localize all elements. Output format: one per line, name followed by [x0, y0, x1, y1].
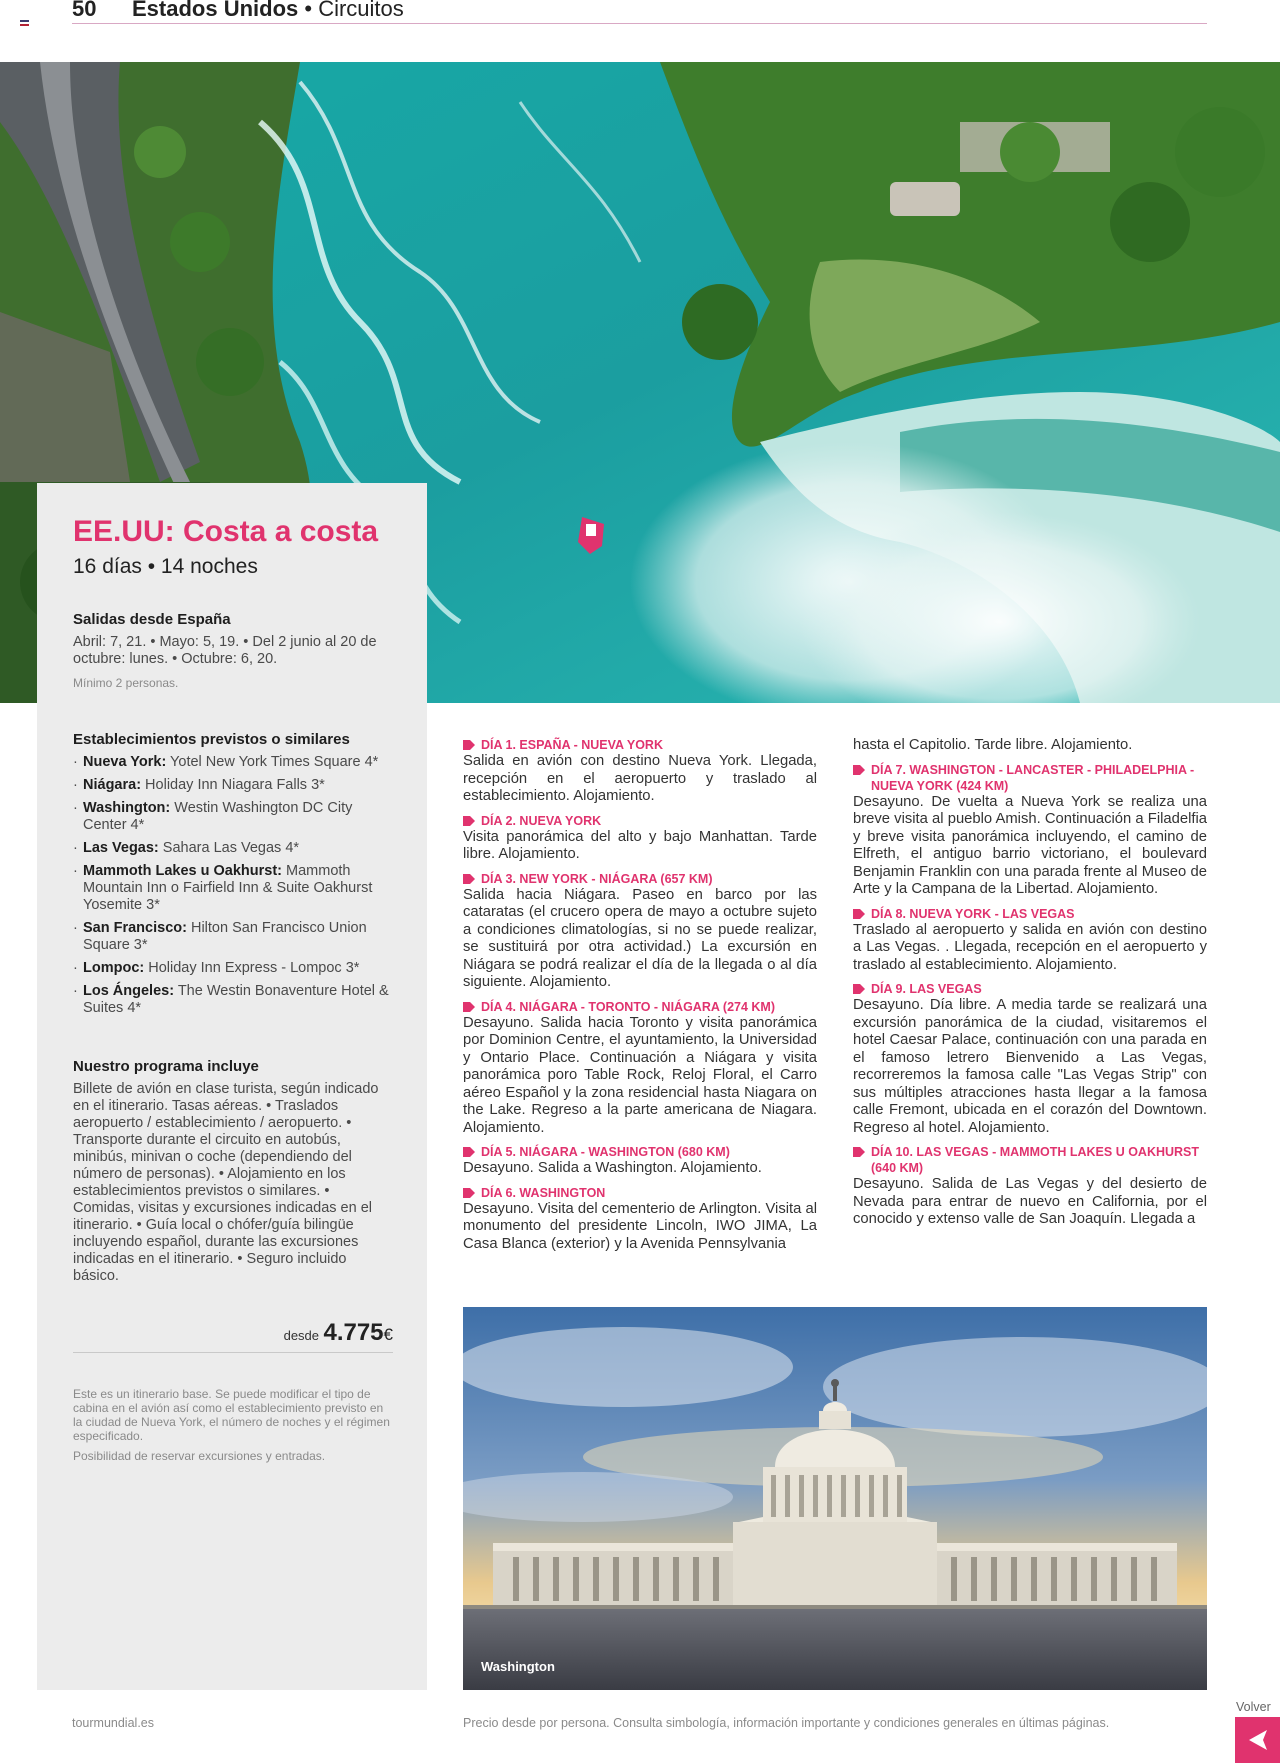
includes-section	[73, 1058, 393, 1285]
page-number: 50	[72, 0, 97, 21]
itinerary-day	[463, 871, 817, 992]
price-value: 4.775	[323, 1319, 384, 1346]
day-title: DÍA 8. NUEVA YORK - LAS VEGAS	[871, 906, 1075, 921]
arrow-icon	[463, 1147, 475, 1157]
day-6-continuation: hasta el Capitolio. Tarde libre. Alojamiento.	[853, 737, 1133, 753]
departures-heading: Salidas desde España	[73, 611, 231, 628]
arrow-icon	[463, 816, 475, 826]
back-label[interactable]: Volver	[1236, 1700, 1271, 1714]
section-title	[132, 0, 404, 22]
hotel-item: · Washington: Westin Washington DC City Center 4*	[73, 800, 393, 834]
arrow-icon	[853, 984, 865, 994]
country-name: Estados Unidos	[132, 0, 299, 21]
notes-section	[73, 1387, 393, 1463]
itinerary-day	[463, 737, 817, 806]
category-name: Circuitos	[318, 0, 404, 21]
back-arrow-icon	[1235, 1717, 1280, 1763]
day-title: DÍA 4. NIÁGARA - TORONTO - NIÁGARA (274 KM)	[481, 999, 775, 1014]
arrow-icon	[463, 740, 475, 750]
day-description: Desayuno. Salida hacia Toronto y visita panorámica por Dominion Centre, el ayuntamiento, la Universidad y Ontario Place. Continuación a Niágara y visita panorámica poro Table Rock, Reloj Floral, el Carro aéreo Español y la zona residencial hasta Niagara on the Lake. Regreso a la parte americana de Niagara. Alojamiento.	[463, 1014, 817, 1136]
itinerary-day	[463, 999, 817, 1138]
hotel-item: · Lompoc: Holiday Inn Express - Lompoc 3*	[73, 960, 393, 977]
page-header	[72, 0, 1207, 24]
day-description: Desayuno. Salida de Las Vegas y del desierto de Nevada para entrar de nuevo en California, por el conocido y extenso valle de San Joaquín. Llegada a	[853, 1176, 1207, 1227]
day-title: DÍA 5. NIÁGARA - WASHINGTON (680 KM)	[481, 1145, 730, 1159]
day-description: Salida en avión con destino Nueva York. Llegada, recepción en el aeropuerto y traslado al establecimiento. Alojamiento.	[463, 753, 817, 804]
info-panel	[37, 483, 427, 1690]
hotels-heading: Establecimientos previstos o similares	[73, 731, 350, 748]
back-button[interactable]	[1235, 1717, 1280, 1763]
day-description: Desayuno. Visita del cementerio de Arlington. Visita al monumento del presidente Lincoln, IWO JIMA, La Casa Blanca (exterior) y la Avenida Pennsylvania	[463, 1200, 817, 1252]
hotels-section	[73, 731, 393, 1023]
hotel-item: · Los Ángeles: The Westin Bonaventure Hotel & Suites 4*	[73, 983, 393, 1017]
excursions-note: Posibilidad de reservar excursiones y entradas.	[73, 1449, 326, 1463]
arrow-icon	[853, 909, 865, 919]
day-description: Salida hacia Niágara. Paseo en barco por las cataratas (el crucero opera de mayo a octubre sujeto a condiciones climatologías, si no se puede realizar, se sustituirá por otra actividad.) La excursión en Niágara se podrá realizar el día de la llegada o al día siguiente. Alojamiento.	[463, 886, 817, 990]
day-title: DÍA 2. NUEVA YORK	[481, 813, 602, 828]
arrow-icon	[463, 1188, 475, 1198]
trip-title: EE.UU: Costa a costa	[73, 515, 379, 548]
hotel-item: · San Francisco: Hilton San Francisco Union Square 3*	[73, 920, 393, 954]
includes-text: Billete de avión en clase turista, según indicado en el itinerario. Tasas aéreas. • Traslados aeropuerto / establecimiento / aeropuerto. • Transporte durante el circuito en autobús, minibús, minivan o coche (dependiendo del número de personas). • Alojamiento en los establecimientos previstos o similares. • Comidas, visitas y excursiones indicadas en el itinerario. • Guía local o chófer/guía bilingüe incluyendo español, durante las excursiones indicadas en el itinerario. • Seguro incluido básico.	[73, 1081, 379, 1284]
departures-section	[73, 611, 393, 690]
hotels-list	[73, 754, 393, 1017]
day-description: Visita panorámica del alto y bajo Manhattan. Tarde libre. Alojamiento.	[463, 828, 817, 862]
day-description: Desayuno. Salida a Washington. Alojamiento.	[463, 1160, 762, 1176]
itinerary-day	[463, 813, 817, 864]
day-description: Traslado al aeropuerto y salida en avión con destino a Las Vegas. . Llegada, recepción en el aeropuerto y traslado al establecimiento. Alojamiento.	[853, 921, 1207, 973]
arrow-icon	[853, 1147, 865, 1157]
us-flag-icon	[20, 20, 29, 26]
header-separator: •	[298, 0, 319, 21]
hotel-item: · Mammoth Lakes u Oakhurst: Mammoth Mountain Inn o Fairfield Inn & Suite Oakhurst Yosemite 3*	[73, 863, 393, 914]
minimum-people: Mínimo 2 personas.	[73, 676, 179, 690]
itinerary-column-2	[853, 737, 1207, 1236]
includes-heading: Nuestro programa incluye	[73, 1058, 259, 1075]
arrow-icon	[853, 765, 865, 775]
day-description: Desayuno. De vuelta a Nueva York se realiza una breve visita al pueblo Amish. Continuación a Filadelfia y breve visita panorámica incluyendo, el camino de Elfreth, el antiguo barrio victoriano, el boulevard Benjamin Franklin con una parada frente al Museo de Arte y la Campana de la Libertad. Alojamiento.	[853, 793, 1207, 897]
day-title: DÍA 1. ESPAÑA - NUEVA YORK	[481, 738, 663, 752]
itinerary-day	[463, 1185, 817, 1254]
itinerary-column-1	[463, 737, 817, 1260]
day-title: DÍA 6. WASHINGTON	[481, 1185, 606, 1200]
day-title: DÍA 10. LAS VEGAS - MAMMOTH LAKES U OAKHURST (640 KM)	[871, 1145, 1200, 1175]
price-box	[73, 1319, 393, 1353]
site-link[interactable]: tourmundial.es	[72, 1716, 154, 1730]
price-prefix: desde	[283, 1328, 320, 1343]
itinerary-note: Este es un itinerario base. Se puede modificar el tipo de cabina en el avión así como el establecimiento previsto en la ciudad de Nueva York, el número de noches y el régimen especificado.	[73, 1387, 390, 1443]
price-disclaimer: Precio desde por persona. Consulta simbología, información importante y condiciones generales en últimas páginas.	[463, 1716, 1110, 1730]
capitol-photo	[463, 1307, 1207, 1690]
photo-caption: Washington	[481, 1659, 555, 1674]
day-title: DÍA 9. LAS VEGAS	[871, 982, 982, 996]
itinerary-day	[853, 906, 1207, 975]
itinerary-day	[463, 1144, 817, 1178]
itinerary-day	[853, 1144, 1207, 1229]
arrow-icon	[463, 874, 475, 884]
trip-duration: 16 días • 14 noches	[73, 555, 258, 578]
arrow-icon	[463, 1002, 475, 1012]
departures-text: Abril: 7, 21. • Mayo: 5, 19. • Del 2 junio al 20 de octubre: lunes. • Octubre: 6, 20.	[73, 634, 377, 667]
day-title: DÍA 3. NEW YORK - NIÁGARA (657 KM)	[481, 871, 713, 886]
hotel-item: · Nueva York: Yotel New York Times Square 4*	[73, 754, 393, 771]
day-description: Desayuno. Día libre. A media tarde se realizará una excursión panorámica de la ciudad, visitaremos el hotel Caesar Palace, continuación con una parada en el famoso letrero Bienvenido a Las Vegas, recorreremos la famosa calle "Las Vegas Strip" con sus múltiples atracciones hasta llegar a la famosa calle Fremont, ubicada en el corazón del Downtown. Regreso al hotel. Alojamiento.	[853, 997, 1207, 1136]
itinerary-day	[853, 981, 1207, 1137]
price-currency: €	[383, 1325, 393, 1344]
day-title: DÍA 7. WASHINGTON - LANCASTER - PHILADELPHIA - NUEVA YORK (424 KM)	[871, 762, 1195, 793]
hotel-item: · Las Vegas: Sahara Las Vegas 4*	[73, 840, 393, 857]
hotel-item: · Niágara: Holiday Inn Niagara Falls 3*	[73, 777, 393, 794]
itinerary-day	[853, 762, 1207, 899]
